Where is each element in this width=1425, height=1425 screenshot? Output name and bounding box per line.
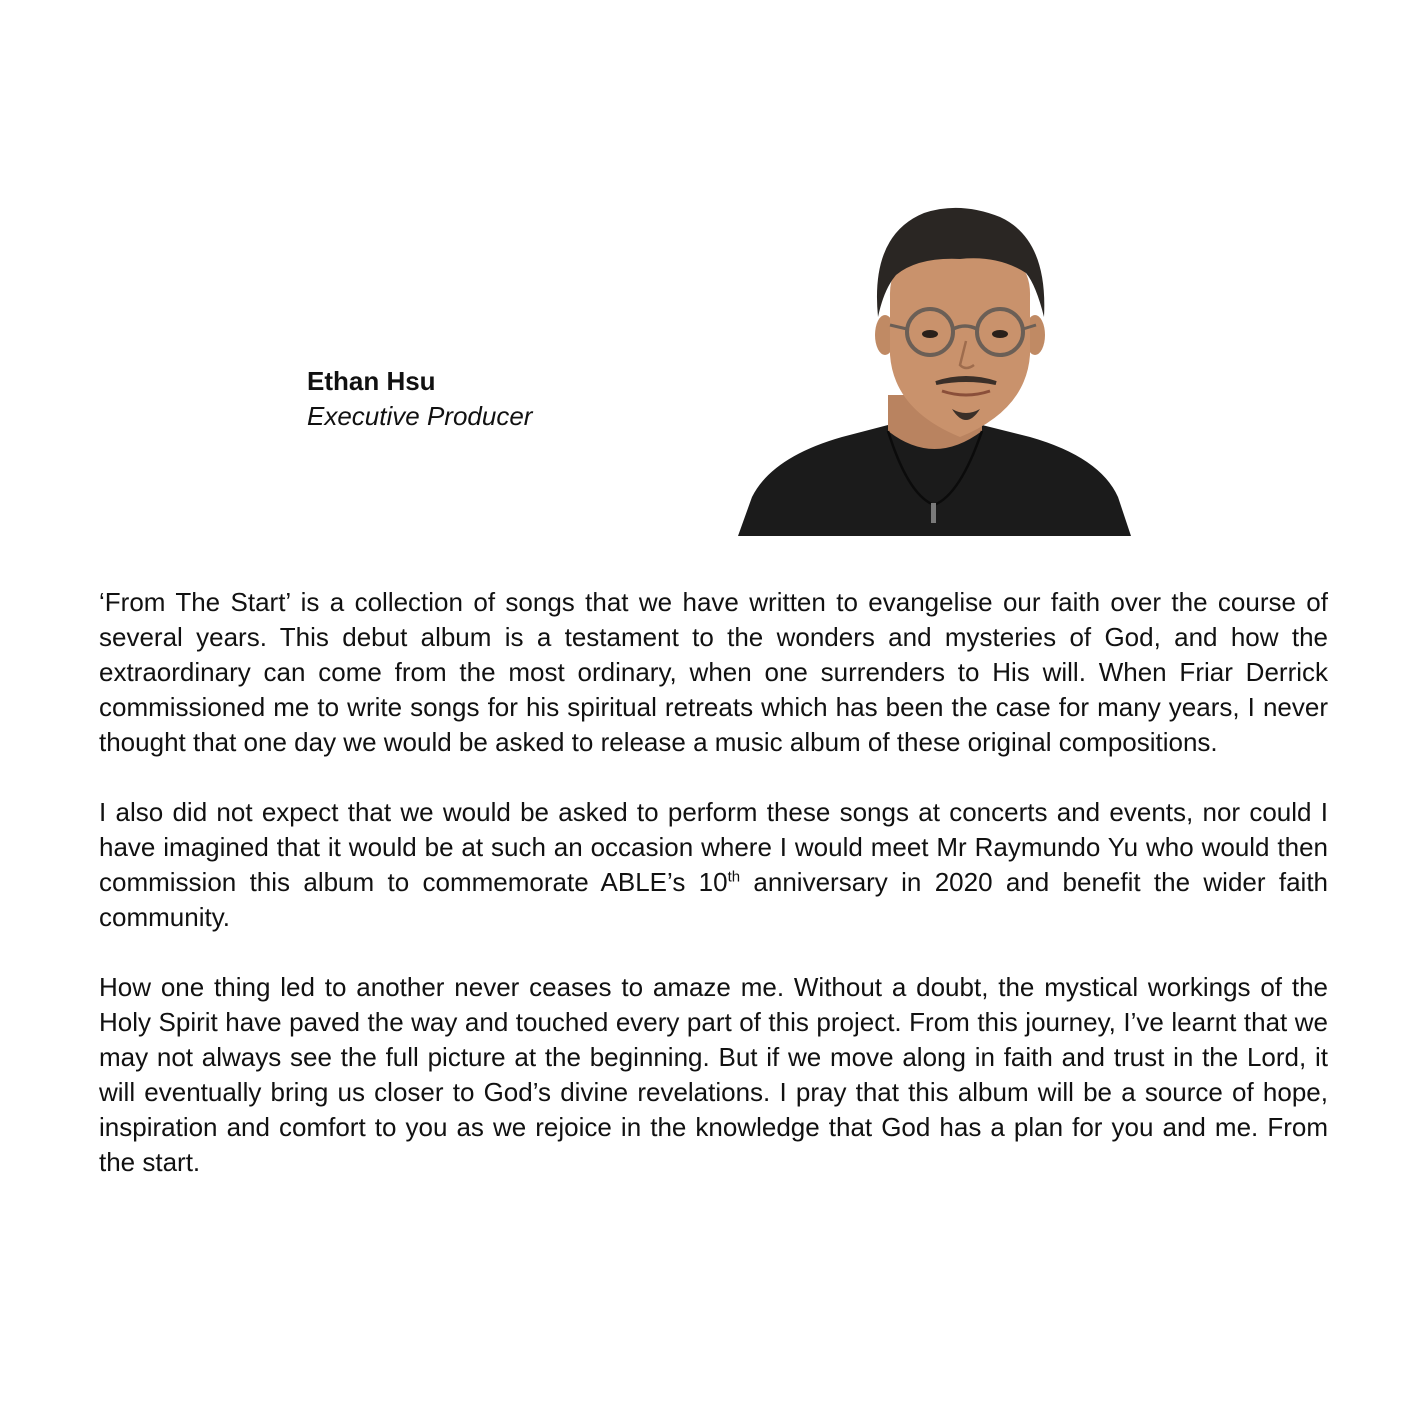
byline bbox=[307, 364, 532, 434]
producer-role: Executive Producer bbox=[307, 401, 533, 431]
left-eye-shape bbox=[922, 330, 938, 338]
producer-name: Ethan Hsu bbox=[307, 366, 436, 396]
ordinal-superscript: th bbox=[727, 868, 741, 886]
paragraph-2-text-end: anniversary in 2020 and benefit the wider faith community. bbox=[99, 867, 1328, 932]
paragraph-2 bbox=[99, 795, 1328, 935]
paragraph-3: How one thing led to another never ceases to amaze me. Without a doubt, the mystical workings of the Holy Spirit have paved the way and touched every part of this project. From this journey, I’ve learnt that we may not always see the full picture at the beginning. But if we move along in faith and trust in the Lord, it will eventually bring us closer to God’s divine revelations. I pray that this album will be a source of hope, inspiration and comfort to you as we rejoice in the knowledge that God has a plan for you and me. From the start. bbox=[99, 972, 1328, 1177]
right-eye-shape bbox=[992, 330, 1008, 338]
portrait-photo bbox=[738, 205, 1131, 536]
pendant-shape bbox=[931, 503, 936, 523]
paragraph-1: ‘From The Start’ is a collection of songs that we have written to evangelise our faith over the course of several years. This debut album is a testament to the wonders and mysteries of God, and how the extraordinary can come from the most ordinary, when one surrenders to His will. When Friar Derrick commissioned me to write songs for his spiritual retreats which has been the case for many years, I never thought that one day we would be asked to release a music album of these original compositions. bbox=[99, 587, 1328, 757]
article-body bbox=[99, 585, 1328, 1215]
paragraph-2-text-start: I also did not expect that we would be asked to perform these songs at concerts and events, nor could I have imagined that it would be at such an occasion where I would meet Mr Raymundo Yu who would then commission this album to commemorate ABLE’s 10 bbox=[99, 797, 1328, 897]
person-photo-icon bbox=[738, 205, 1131, 536]
